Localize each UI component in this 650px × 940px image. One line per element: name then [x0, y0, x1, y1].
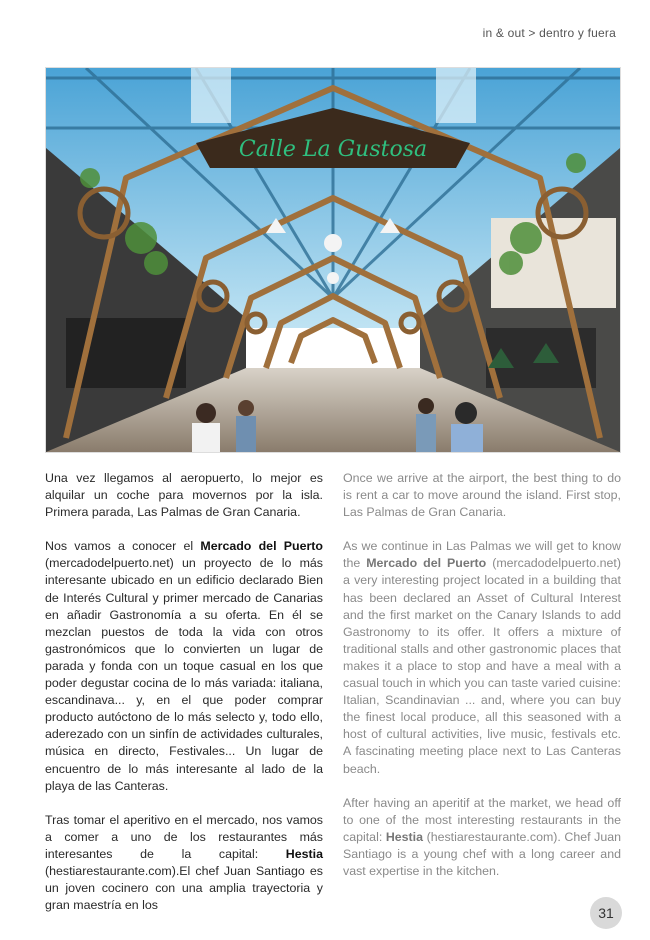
- mercado-del-puerto-bold-en: Mercado del Puerto: [366, 556, 487, 571]
- english-paragraph-3: After having an aperitif at the market, we head off to one of the most interesting restaurants in the capital: Hestia (hestiarestaurante.com). Chef Juan Santiago is a young chef with a long career and vast expertise in the kitchen.: [343, 795, 621, 878]
- spanish-column: [45, 470, 323, 931]
- hestia-bold: Hestia: [285, 846, 323, 861]
- arch-sign-text: Calle La Gustosa: [238, 137, 428, 162]
- section-header: in & out > dentro y fuera: [482, 26, 616, 40]
- spanish-paragraph-3: Tras tomar el aperitivo en el mercado, nos vamos a comer a uno de los restaurantes más interesantes de la capital: Hestia (hestiarestaurante.com).El chef Juan Santiago es un joven cocinero con una amplia trayectoria y gran maestría en los: [45, 812, 323, 913]
- hestia-bold-en: Hestia: [385, 829, 424, 844]
- page-number: 31: [590, 897, 622, 929]
- english-paragraph-2: As we continue in Las Palmas we will get to know the Mercado del Puerto (mercadodelpuerto.net) a very interesting project located in a building that has been declared an Asset of Cultural Interest and the first market on the Canary Islands to add Gastronomy to its offer. It offers a mixture of traditional stalls and other gastronomic places that makes it a place to stop and have a meal with a casual touch in which you can taste varied cuisine: Italian, Scandinavian ... and, where you can buy the finest local produce, all this seasoned with a host of cultural activities, live music, festivals etc. A fascinating meeting place next to Las Canteras beach.: [343, 539, 621, 776]
- english-paragraph-1: Once we arrive at the airport, the best thing to do is rent a car to move around the island. First stop, Las Palmas de Gran Canaria.: [343, 471, 621, 520]
- spanish-paragraph-1: Una vez llegamos al aeropuerto, lo mejor es alquilar un coche para movernos por la isla. Primera parada, Las Palmas de Gran Canaria.: [45, 471, 323, 520]
- spanish-paragraph-2: Nos vamos a conocer el Mercado del Puerto (mercadodelpuerto.net) un proyecto de lo más interesante ubicado en un edificio declarado Bien de Interés Cultural y primer mercado de Canarias en añadir Gastronomía a su oferta. En él se mezclan puestos de toda la vida con otros gastronómicos que lo convierten un lugar de parada y fonda con un toque casual en los que poder degustar cocina de lo más variada: italiana, escandinava... y, en el que poder comprar producto autóctono de lo más selecto y, todo ello, aderezado con un sinfín de actividades culturales, música en directo, Festivales... Un lugar de encuentro de lo más interesante al lado de la playa de las Canteras.: [45, 539, 324, 793]
- market-photo: [45, 67, 621, 453]
- english-column: [343, 470, 621, 897]
- mercado-del-puerto-bold: Mercado del Puerto: [200, 539, 324, 554]
